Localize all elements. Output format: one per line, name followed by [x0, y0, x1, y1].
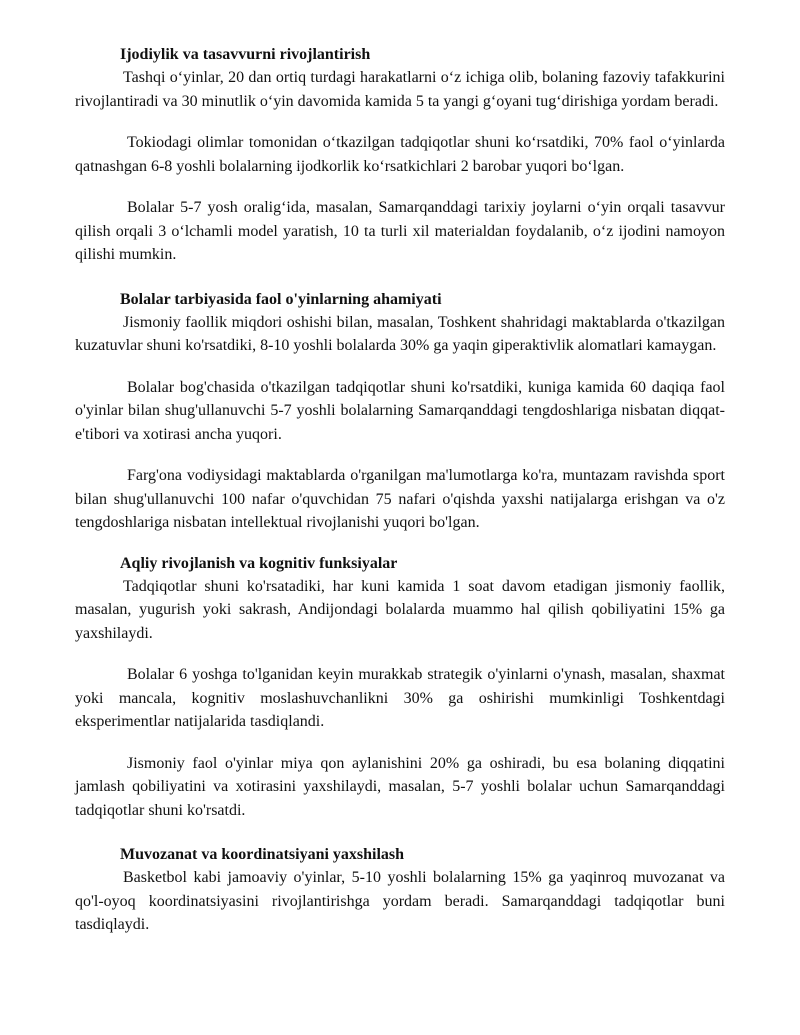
paragraph: Bolalar 6 yoshga to'lganidan keyin murakkab strategik o'yinlarni o'ynash, masalan, shaxmat yoki mancala, kognitiv moslashuvchanlikni 30% ga oshirishi mumkinligi Toshkentdagi eksperimentlar natijalarida tasdiqlandi. [75, 666, 725, 730]
section-heading: Ijodiylik va tasavvurni rivojlantirish [120, 46, 371, 63]
section-heading: Muvozanat va koordinatsiyani yaxshilash [120, 846, 405, 863]
paragraph: Tokiodagi olimlar tomonidan o‘tkazilgan tadqiqotlar shuni ko‘rsatdiki, 70% faol o‘yinlarda qatnashgan 6-8 yoshli bolalarning ijodkorlik ko‘rsatkichlari 2 barobar yuqori bo‘lgan. [75, 134, 725, 175]
document-page [75, 44, 725, 955]
section-heading: Bolalar tarbiyasida faol o'yinlarning ahamiyati [120, 290, 442, 308]
paragraph: Basketbol kabi jamoaviy o'yinlar, 5-10 yoshli bolalarning 15% ga yaqinroq muvozanat va qo'l-oyoq koordinatsiyasini rivojlantirishga yordam beradi. Samarqanddagi tadqiqotlar buni tasdiqlaydi. [75, 869, 725, 933]
paragraph: Tashqi o‘yinlar, 20 dan ortiq turdagi harakatlarni o‘z ichiga olib, bolaning fazoviy tafakkurini rivojlantiradi va 30 minutlik o‘yin davomida kamida 5 ta yangi g‘oyani tug‘dirishiga yordam beradi. [75, 69, 725, 110]
section-heading: Aqliy rivojlanish va kognitiv funksiyalar [120, 554, 398, 572]
paragraph: Tadqiqotlar shuni ko'rsatadiki, har kuni kamida 1 soat davom etadigan jismoniy faollik, masalan, yugurish yoki sakrash, Andijondagi bolalarda muammo hal qilish qobiliyatini 15% ga yaxshilaydi. [75, 577, 725, 642]
paragraph: Bolalar bog'chasida o'tkazilgan tadqiqotlar shuni ko'rsatdiki, kuniga kamida 60 daqiqa faol o'yinlar bilan shug'ullanuvchi 5-7 yoshli bolalarning Samarqanddagi tengdoshlariga nisbatan diqqat-e'tibori va xotirasi ancha yuqori. [75, 378, 725, 443]
paragraph: Jismoniy faol o'yinlar miya qon aylanishini 20% ga oshiradi, bu esa bolaning diqqatini jamlash qobiliyatini va xotirasini yaxshilaydi, masalan, 5-7 yoshli bolalar uchun Samarqanddagi tadqiqotlar shuni ko'rsatdi. [75, 754, 725, 819]
paragraph: Bolalar 5-7 yosh oralig‘ida, masalan, Samarqanddagi tarixiy joylarni o‘yin orqali tasavvur qilish orqali 3 o‘lchamli model yaratish, 10 ta turli xil materialdan foydalanib, o‘z ijodini namoyon qilishi mumkin. [75, 199, 725, 263]
paragraph: Farg'ona vodiysidagi maktablarda o'rganilgan ma'lumotlarga ko'ra, muntazam ravishda sport bilan shug'ullanuvchi 100 nafar o'quvchidan 75 nafari o'qishda yaxshi natijalarga erishgan va o'z tengdoshlariga nisbatan intellektual rivojlanishi yuqori bo'lgan. [75, 467, 725, 531]
paragraph: Jismoniy faollik miqdori oshishi bilan, masalan, Toshkent shahridagi maktablarda o'tkazilgan kuzatuvlar shuni ko'rsatdiki, 8-10 yoshli bolalarda 30% ga yaqin giperaktivlik alomatlari kamaygan. [75, 313, 725, 354]
